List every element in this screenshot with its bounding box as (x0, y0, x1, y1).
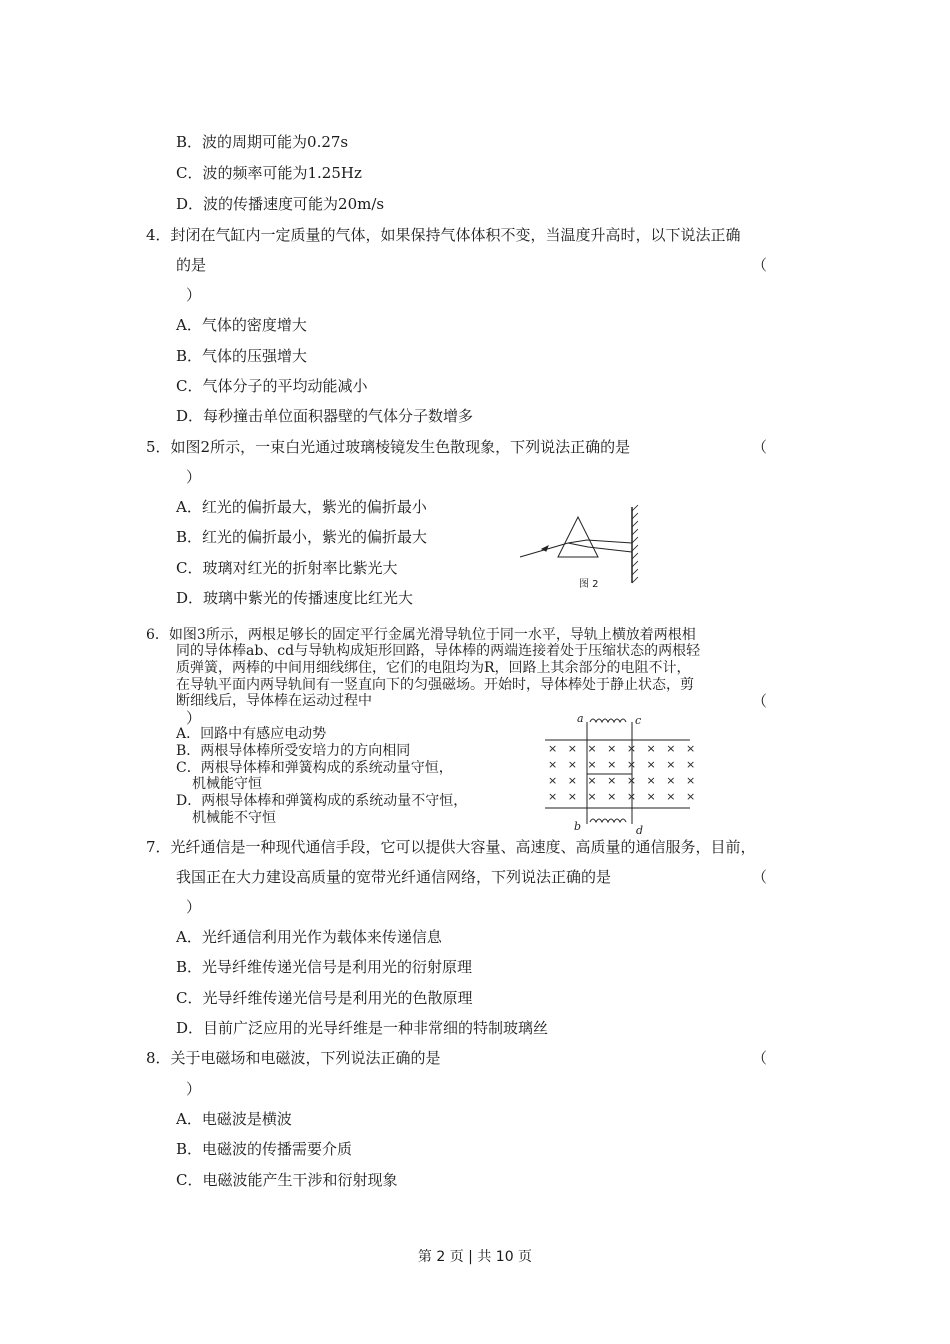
q3-option-b: B．波的周期可能为0.27s (176, 133, 349, 151)
q7-answer-paren-close: ） (186, 898, 202, 916)
q6-answer-paren-close: ） (186, 709, 202, 727)
q5-option-d: D．玻璃中紫光的传播速度比红光大 (176, 589, 414, 607)
q6-option-c-line-1: C．两根导体棒和弹簧构成的系统动量守恒， (176, 760, 453, 776)
q6-stem-line-4: 在导轨平面内两导轨间有一竖直向下的匀强磁场。开始时，导体棒处于静止状态，剪 (176, 677, 694, 693)
refracted-ray-2 (568, 543, 588, 547)
q8-answer-paren-open: （ (752, 1049, 768, 1067)
q5-option-b: B．红光的偏折最小，紫光的偏折最大 (176, 528, 428, 546)
q5-stem: 5．如图2所示，一束白光通过玻璃棱镜发生色散现象，下列说法正确的是 (146, 438, 631, 456)
prism-triangle (558, 517, 598, 557)
q7-answer-paren-open: （ (752, 868, 768, 886)
q7-stem-line-1: 7．光纤通信是一种现代通信手段，它可以提供大容量、高速度、高质量的通信服务，目前， (146, 838, 756, 856)
label-c: c (635, 714, 642, 727)
q4-stem-line-2: 的是 (176, 256, 207, 274)
figure-2-caption: 图 2 (579, 579, 599, 590)
q8-option-a: A．电磁波是横波 (176, 1110, 292, 1128)
q5-answer-paren-open: （ (752, 438, 768, 456)
q8-option-b: B．电磁波的传播需要介质 (176, 1140, 353, 1158)
q8-answer-paren-close: ） (186, 1080, 202, 1098)
q4-answer-paren-close: ） (186, 286, 202, 304)
emergent-ray-1 (587, 540, 632, 543)
q3-option-d: D．波的传播速度可能为20m/s (176, 195, 385, 213)
q6-stem-line-1: 6．如图3所示，两根足够长的固定平行金属光滑导轨位于同一水平，导轨上横放着两根相 (146, 627, 696, 643)
q4-option-a: A．气体的密度增大 (176, 316, 307, 334)
label-d: d (636, 824, 644, 837)
top-spring (590, 719, 626, 722)
q4-answer-paren-open: （ (752, 256, 768, 274)
q4-option-d: D．每秒撞击单位面积器壁的气体分子数增多 (176, 407, 474, 425)
page-footer: 第 2 页 | 共 10 页 (417, 1249, 533, 1265)
q5-option-c: C．玻璃对红光的折射率比紫光大 (176, 559, 398, 577)
q7-option-a: A．光纤通信利用光作为载体来传递信息 (176, 928, 442, 946)
q6-stem-line-3: 质弹簧，两棒的中间用细线绑住，它们的电阻均为R，回路上其余部分的电阻不计， (176, 660, 691, 676)
field-crosses-row-4: × × × × × × × × (548, 790, 696, 803)
q4-option-b: B．气体的压强增大 (176, 347, 308, 365)
q7-option-d: D．目前广泛应用的光导纤维是一种非常细的特制玻璃丝 (176, 1019, 549, 1037)
q7-option-c: C．光导纤维传递光信号是利用光的色散原理 (176, 989, 473, 1007)
q7-option-b: B．光导纤维传递光信号是利用光的衍射原理 (176, 958, 473, 976)
rails-diagram (540, 712, 700, 840)
q3-option-c: C．波的频率可能为1.25Hz (176, 164, 362, 182)
q5-answer-paren-close: ） (186, 468, 202, 486)
q4-option-c: C．气体分子的平均动能减小 (176, 377, 368, 395)
q4-stem-line-1: 4．封闭在气缸内一定质量的气体，如果保持气体体积不变，当温度升高时，以下说法正确 (146, 226, 741, 244)
q6-option-c-line-2: 机械能守恒 (192, 776, 262, 792)
q6-stem-line-5: 断细线后，导体棒在运动过程中 (176, 693, 372, 709)
q6-option-d-line-1: D．两根导体棒和弹簧构成的系统动量不守恒， (176, 793, 468, 809)
q8-stem: 8．关于电磁场和电磁波，下列说法正确的是 (146, 1049, 441, 1067)
field-crosses-row-1: × × × × × × × × (548, 742, 696, 755)
q6-option-a: A．回路中有感应电动势 (176, 726, 327, 742)
refracted-ray-1 (568, 540, 587, 543)
q6-option-d-line-2: 机械能不守恒 (192, 810, 276, 826)
field-crosses-row-2: × × × × × × × × (548, 758, 696, 771)
bottom-spring (590, 819, 626, 822)
q6-stem-line-2: 同的导体棒ab、cd与导轨构成矩形回路，导体棒的两端连接着处于压缩状态的两根轻 (176, 643, 701, 659)
q5-option-a: A．红光的偏折最大，紫光的偏折最小 (176, 498, 427, 516)
q6-option-b: B．两根导体棒所受安培力的方向相同 (176, 743, 411, 759)
q7-stem-line-2: 我国正在大力建设高质量的宽带光纤通信网络，下列说法正确的是 (176, 868, 612, 886)
q6-answer-paren-open: （ (752, 692, 768, 710)
label-a: a (577, 712, 584, 725)
q8-option-c: C．电磁波能产生干涉和衍射现象 (176, 1171, 398, 1189)
prism-diagram (515, 505, 645, 585)
field-crosses-row-3: × × × × × × × × (548, 774, 696, 787)
label-b: b (574, 820, 582, 833)
